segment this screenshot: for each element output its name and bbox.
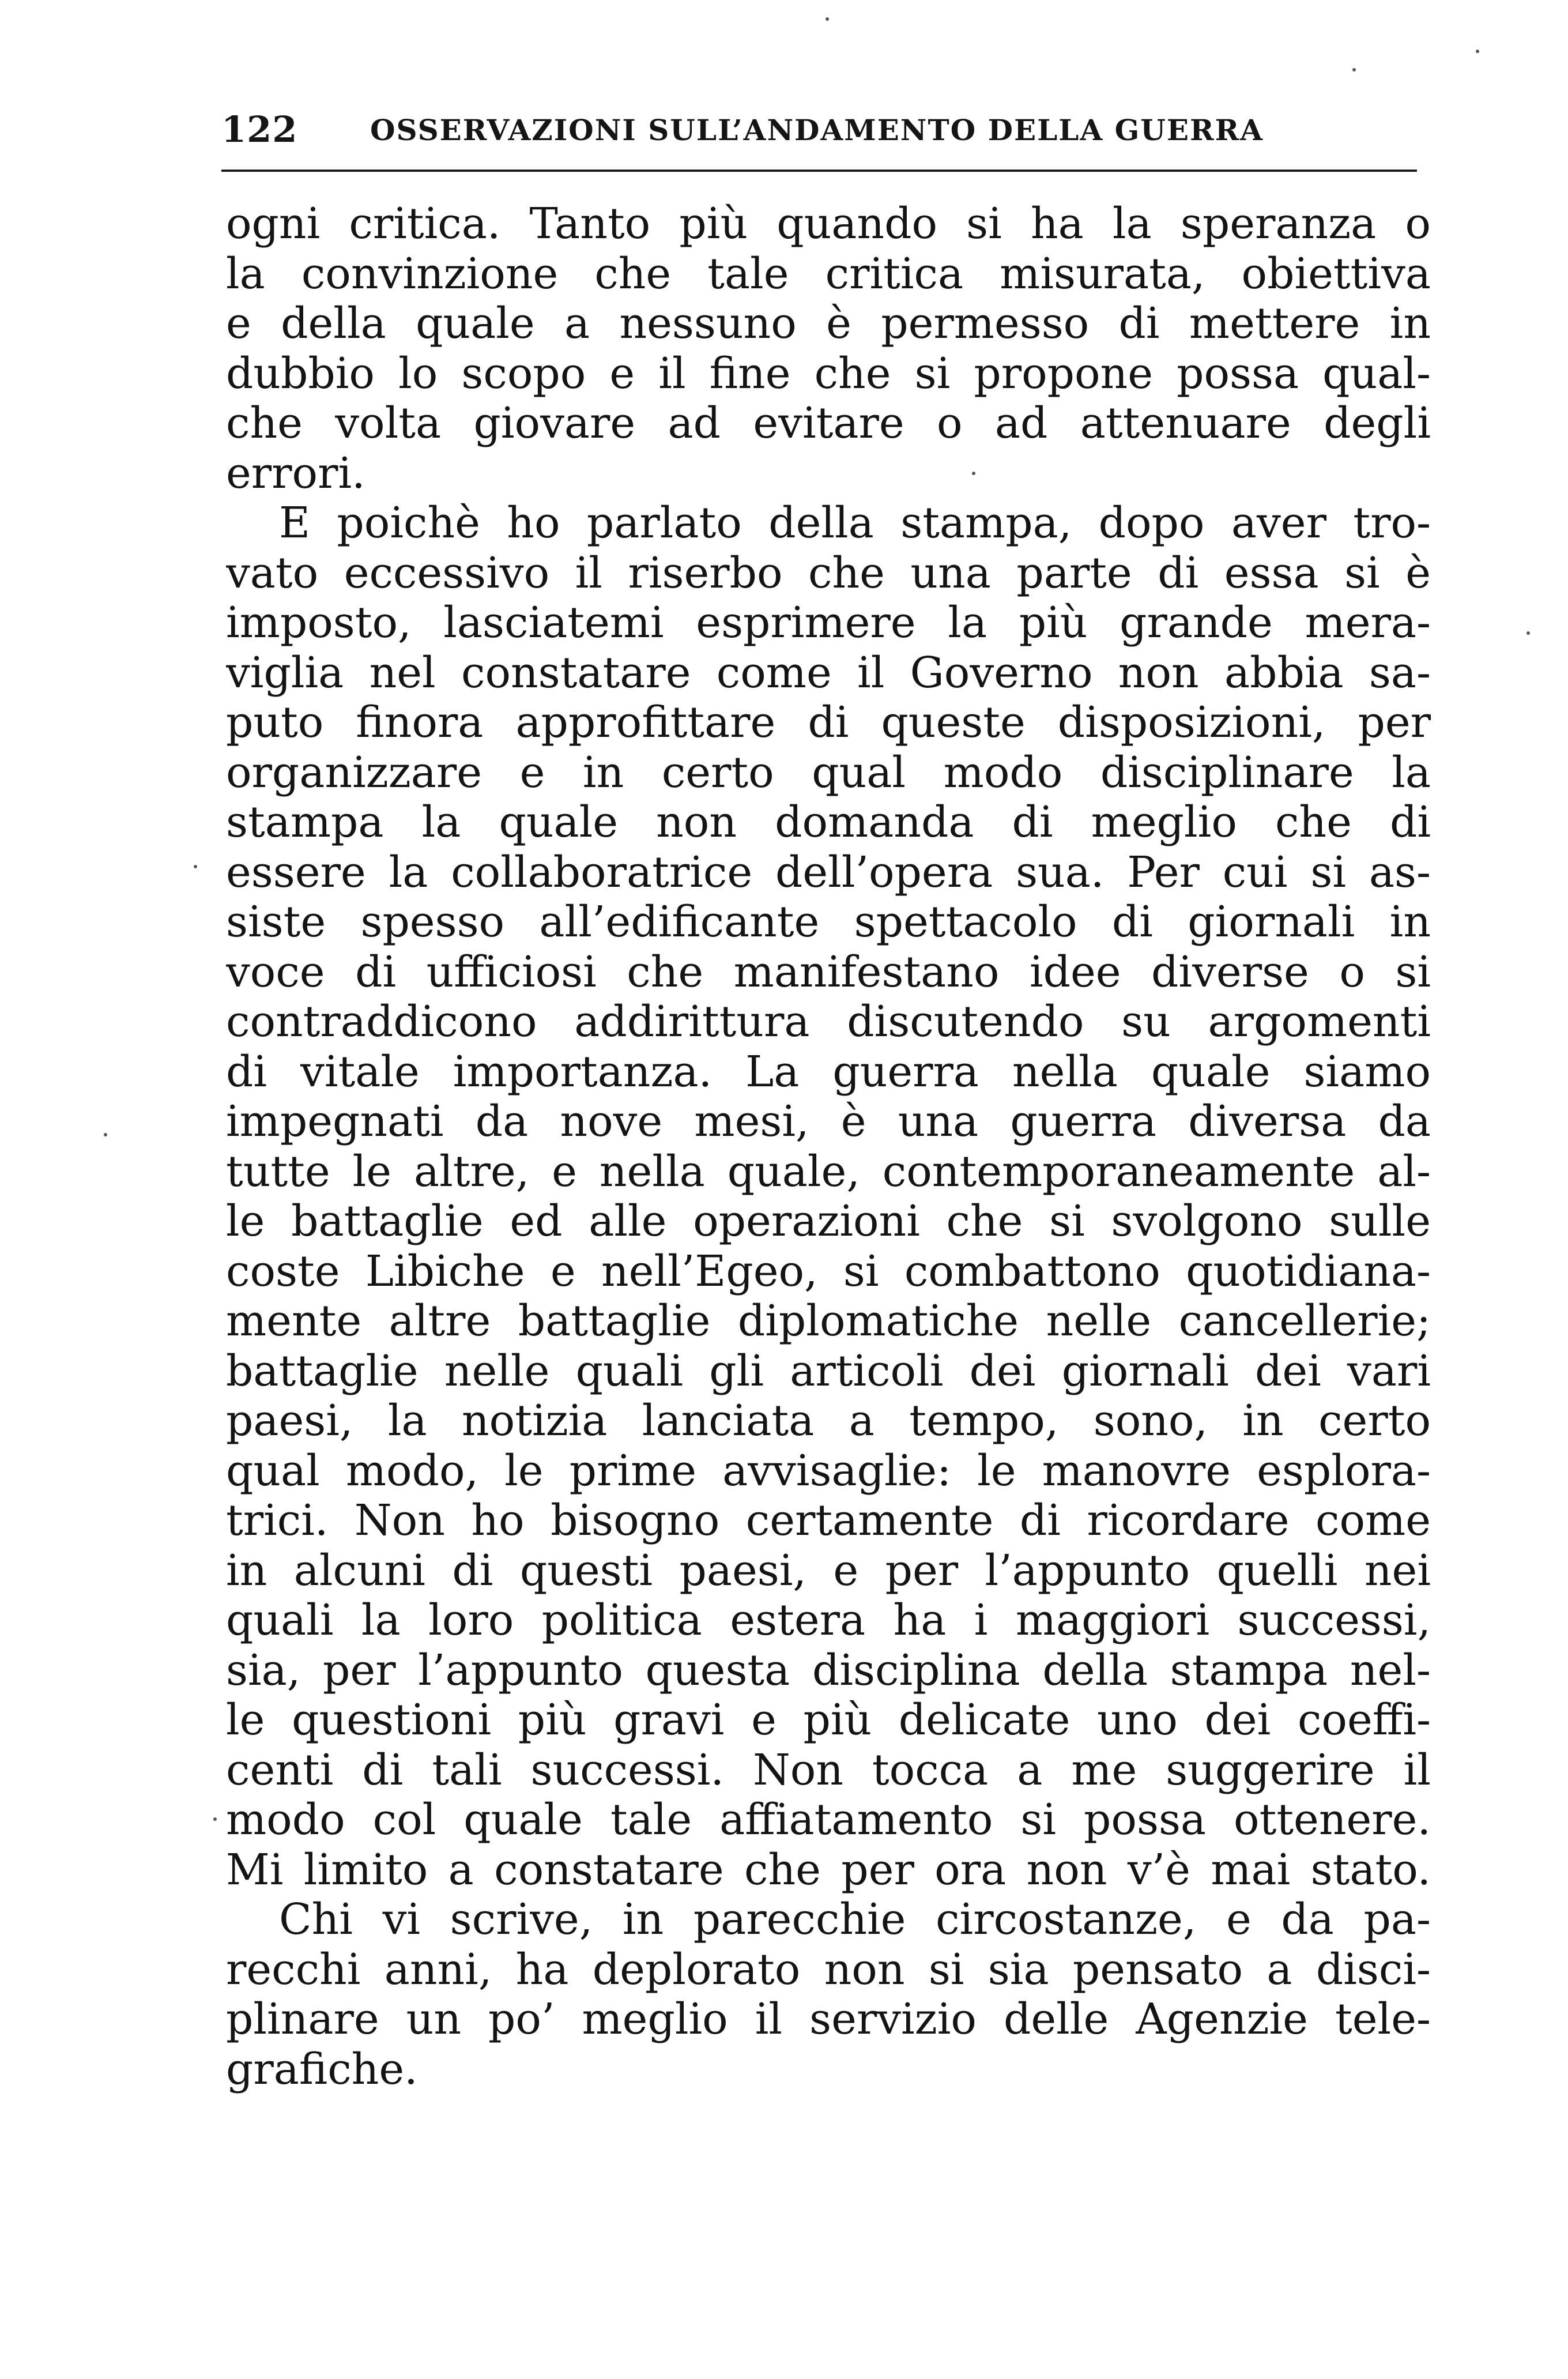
text-line: qual modo, le prime avvisaglie: le manovre esplora- (226, 1446, 1431, 1496)
print-speck (972, 472, 975, 475)
text-line: grafiche. (226, 2044, 418, 2094)
text-line: mente altre battaglie diplomatiche nelle cancellerie; (226, 1296, 1431, 1346)
text-line: contraddicono addirittura discutendo su argomenti (226, 997, 1431, 1047)
print-speck (104, 1133, 107, 1136)
text-line: e della quale a nessuno è permesso di mettere in (226, 299, 1431, 348)
text-line: che volta giovare ad evitare o ad attenuare degli (226, 398, 1431, 448)
paragraph-start-line: Chi vi scrive, in parecchie circostanze, e da pa- (279, 1895, 1431, 1944)
text-line: paesi, la notizia lanciata a tempo, sono, in certo (226, 1396, 1431, 1446)
body-text (226, 199, 1431, 2094)
text-line: vato eccessivo il riserbo che una parte di essa si è (226, 548, 1431, 598)
print-speck (213, 1817, 217, 1821)
print-speck (1476, 50, 1479, 53)
text-line: modo col quale tale affiatamento si possa ottenere. (226, 1795, 1431, 1845)
text-line: dubbio lo scopo e il fine che si propone possa qual- (226, 348, 1431, 398)
text-line: recchi anni, ha deplorato non si sia pensato a disci- (226, 1944, 1431, 1994)
text-line: tutte le altre, e nella quale, contemporaneamente al- (226, 1146, 1431, 1196)
print-speck (1352, 68, 1356, 71)
text-line: impegnati da nove mesi, è una guerra diversa da (226, 1097, 1431, 1146)
text-line: errori. (226, 448, 365, 498)
text-line: coste Libiche e nell’Egeo, si combattono quotidiana- (226, 1246, 1431, 1296)
text-line: organizzare e in certo qual modo disciplinare la (226, 747, 1431, 797)
print-speck (826, 17, 829, 21)
text-line: sia, per l’appunto questa disciplina della stampa nel- (226, 1645, 1431, 1695)
text-line: quali la loro politica estera ha i maggiori successi, (226, 1595, 1431, 1645)
text-line: viglia nel constatare come il Governo non abbia sa- (226, 648, 1431, 698)
text-line: stampa la quale non domanda di meglio che di (226, 797, 1431, 847)
text-line: la convinzione che tale critica misurata, obiettiva (226, 249, 1431, 299)
text-line: in alcuni di questi paesi, e per l’appunto quelli nei (226, 1545, 1431, 1595)
text-line: le battaglie ed alle operazioni che si svolgono sulle (226, 1196, 1431, 1246)
print-speck (1526, 631, 1530, 635)
text-line: trici. Non ho bisogno certamente di ricordare come (226, 1496, 1431, 1545)
text-line: centi di tali successi. Non tocca a me suggerire il (226, 1745, 1431, 1795)
text-line: voce di ufficiosi che manifestano idee diverse o si (226, 947, 1431, 997)
text-line: Mi limito a constatare che per ora non v’è mai stato. (226, 1845, 1431, 1895)
text-line: ogni critica. Tanto più quando si ha la speranza o (226, 199, 1431, 249)
text-line: le questioni più gravi e più delicate uno dei coeffi- (226, 1695, 1431, 1745)
running-title: OSSERVAZIONI SULL’ANDAMENTO DELLA GUERRA (370, 113, 1264, 147)
text-line: battaglie nelle quali gli articoli dei giornali dei vari (226, 1346, 1431, 1396)
text-line: imposto, lasciatemi esprimere la più grande mera- (226, 598, 1431, 648)
print-speck (194, 865, 197, 868)
text-line: puto finora approfittare di queste disposizioni, per (226, 698, 1431, 747)
text-line: plinare un po’ meglio il servizio delle Agenzie tele- (226, 1994, 1431, 2044)
text-line: siste spesso all’edificante spettacolo di giornali in (226, 897, 1431, 947)
running-head (221, 108, 1417, 160)
text-line: di vitale importanza. La guerra nella quale siamo (226, 1047, 1431, 1097)
text-line: essere la collaboratrice dell’opera sua. Per cui si as- (226, 847, 1431, 897)
header-rule (221, 170, 1417, 172)
paragraph-start-line: E poichè ho parlato della stampa, dopo aver tro- (279, 498, 1431, 548)
page-number: 122 (221, 108, 298, 150)
